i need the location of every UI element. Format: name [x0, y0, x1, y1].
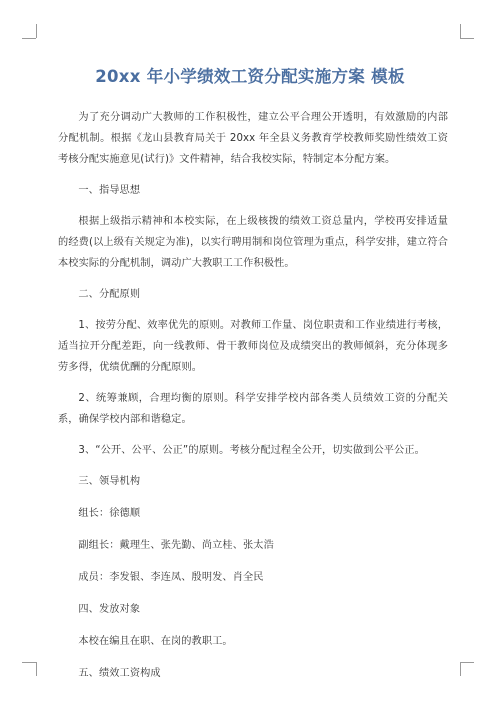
body-paragraph: 3、“公开、公平、公正”的原则。考核分配过程全公开，切实做到公平公正。 — [78, 445, 425, 456]
list-item: 副组长：戴理生、张先勤、尚立桂、张太浩 — [78, 540, 274, 551]
body-paragraph: 本校在编且在职、在岗的教职工。 — [78, 636, 233, 647]
section-heading: 五、绩效工资构成 — [78, 668, 161, 679]
section-heading: 二、分配原则 — [78, 289, 141, 300]
list-item: 成员：李发银、李连凤、殷明发、肖全民 — [78, 572, 264, 583]
list-item: 组长：徐德顺 — [78, 508, 141, 519]
document-title: 20xx 年小学绩效工资分配实施方案 模板 — [95, 67, 405, 86]
section-heading: 一、指导思想 — [78, 185, 141, 196]
body-paragraph: 根据上级指示精神和本校实际，在上级核拨的绩效工资总量内，学校再安排适量的经费(以上级有关规定为准)，以实行聘用制和岗位管理为重点，科学安排，建立符合本校实际的分配机制，调动广大教职工工作积极性。 — [58, 216, 448, 269]
section-heading: 三、领导机构 — [78, 476, 141, 487]
body-paragraph: 2、统筹兼顾，合理均衡的原则。科学安排学校内部各类人员绩效工资的分配关系，确保学校内部和谐稳定。 — [58, 393, 448, 425]
section-heading: 四、发放对象 — [78, 604, 141, 615]
document-body — [58, 107, 448, 695]
body-paragraph: 1、按劳分配、效率优先的原则。对教师工作量、岗位职责和工作业绩进行考核，适当拉开分配差距，向一线教师、骨干教师岗位及成绩突出的教师倾斜，充分体现多劳多得，优绩优酬的分配原则。 — [58, 320, 448, 373]
intro-paragraph: 为了充分调动广大教师的工作积极性，建立公平合理公开透明，有效激励的内部分配机制。根据《龙山县教育局关于 20xx 年全县义务教育学校教师奖励性绩效工资考核分配实施意见(试行)》文件精神，结合我校实际，特制定本分配方案。 — [58, 112, 448, 165]
